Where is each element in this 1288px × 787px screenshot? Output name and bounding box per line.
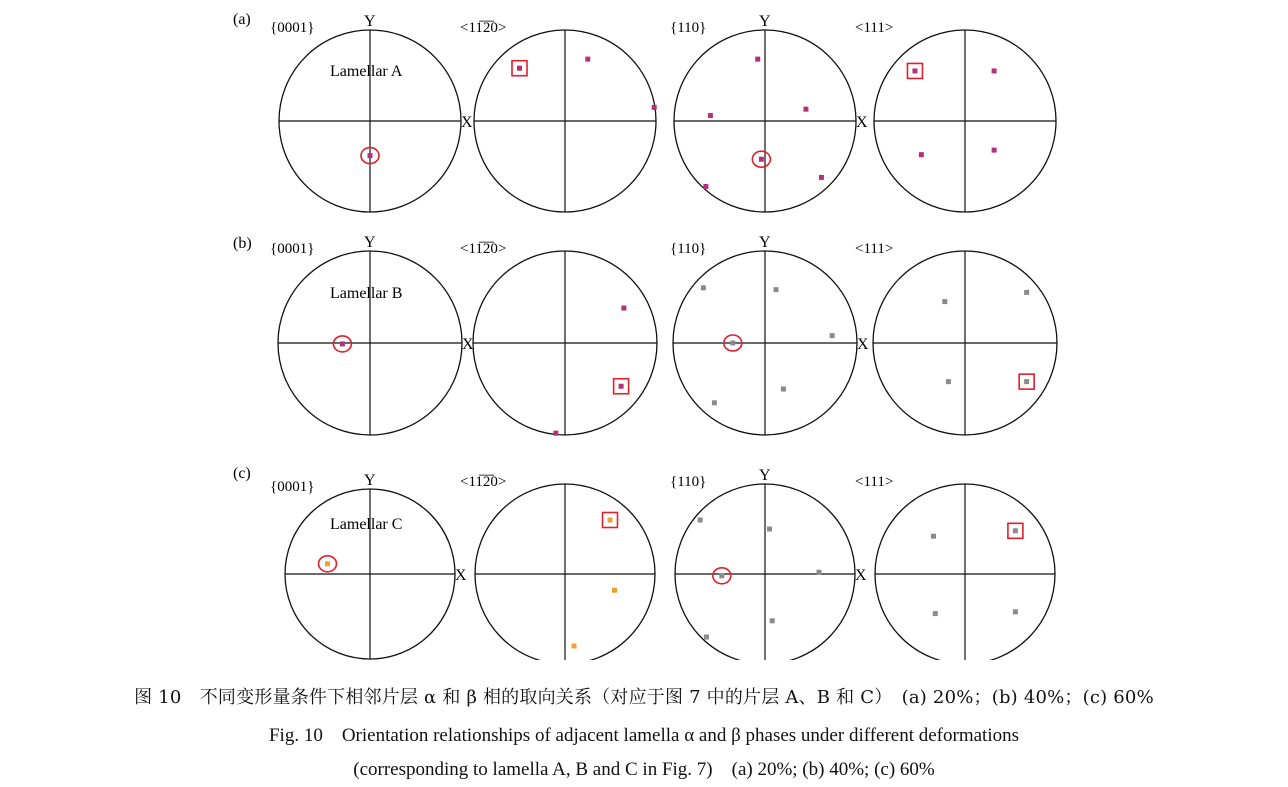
pole-point	[781, 387, 786, 392]
axis-y-label: Y	[364, 472, 376, 489]
pole-figure-label: {110}	[670, 241, 707, 257]
pole-point	[830, 333, 835, 338]
pole-point	[1024, 379, 1029, 384]
pole-point	[759, 157, 764, 162]
pole-point	[612, 588, 617, 593]
pole-point	[553, 431, 558, 436]
pole-point	[619, 384, 624, 389]
lamellar-label: Lamellar C	[330, 516, 403, 533]
lamellar-label: Lamellar A	[330, 63, 403, 80]
axis-y-label: Y	[759, 234, 771, 251]
figure-caption-english-line-1: Fig. 10 Orientation relationships of adjacent lamella α and β phases under different deformations	[268, 725, 1020, 746]
pole-point	[1013, 528, 1018, 533]
pole-point	[755, 57, 760, 62]
axis-x-label: X	[461, 114, 473, 131]
pole-point	[1013, 609, 1018, 614]
pole-figure-label: <111>	[855, 241, 894, 257]
axis-x-label: X	[855, 567, 867, 584]
pole-point	[572, 644, 577, 649]
pole-figure-label: <11̅2̅0>	[460, 241, 507, 257]
row-label: (a)	[233, 11, 251, 28]
axis-y-label: Y	[759, 13, 771, 30]
pole-point	[767, 527, 772, 532]
pole-figure-label: <111>	[855, 474, 894, 490]
pole-figure-label: {110}	[670, 20, 707, 36]
row-label: (c)	[233, 465, 251, 482]
figure-caption-chinese: 图 10 不同变形量条件下相邻片层 α 和 β 相的取向关系（对应于图 7 中的片层 A、B 和 C） (a) 20%；(b) 40%；(c) 60%	[134, 687, 1154, 708]
pole-point	[708, 113, 713, 118]
pole-point	[942, 299, 947, 304]
pole-point	[368, 153, 373, 158]
axis-x-label: X	[857, 336, 869, 353]
pole-point	[919, 152, 924, 157]
pole-point	[340, 341, 345, 346]
pole-point	[1024, 290, 1029, 295]
pole-point	[712, 400, 717, 405]
pole-figure-label: {0001}	[270, 241, 315, 257]
pole-point	[933, 611, 938, 616]
axis-x-label: X	[856, 114, 868, 131]
pole-point	[730, 341, 735, 346]
pole-point	[704, 635, 709, 640]
row-label: (b)	[233, 235, 252, 252]
pole-point	[817, 570, 822, 575]
pole-point	[819, 175, 824, 180]
pole-point	[698, 518, 703, 523]
pole-figure-label: {0001}	[270, 479, 315, 495]
pole-figure-label: {0001}	[270, 20, 315, 36]
pole-point	[803, 107, 808, 112]
pole-point	[992, 148, 997, 153]
pole-point	[774, 287, 779, 292]
axis-x-label: X	[462, 336, 474, 353]
pole-point	[931, 534, 936, 539]
pole-point	[912, 68, 917, 73]
pole-figure-label: <111>	[855, 20, 894, 36]
pole-point	[770, 618, 775, 623]
figure-caption-english-line-2: (corresponding to lamella A, B and C in Fig. 7) (a) 20%; (b) 40%; (c) 60%	[353, 759, 935, 780]
axis-y-label: Y	[759, 467, 771, 484]
axis-x-label: X	[455, 567, 467, 584]
axis-y-label: Y	[364, 234, 376, 251]
pole-point	[621, 306, 626, 311]
pole-point	[652, 105, 657, 110]
pole-figure-label: <11̅2̅0>	[460, 20, 507, 36]
pole-point	[608, 518, 613, 523]
pole-point	[719, 573, 724, 578]
pole-point	[703, 184, 708, 189]
axis-y-label: Y	[364, 13, 376, 30]
pole-figure-label: {110}	[670, 474, 707, 490]
pole-point	[946, 379, 951, 384]
pole-point	[992, 68, 997, 73]
pole-point	[701, 285, 706, 290]
pole-figure-label: <11̅2̅0>	[460, 474, 507, 490]
pole-point	[517, 66, 522, 71]
pole-point	[585, 57, 590, 62]
lamellar-label: Lamellar B	[330, 285, 403, 302]
pole-point	[325, 561, 330, 566]
